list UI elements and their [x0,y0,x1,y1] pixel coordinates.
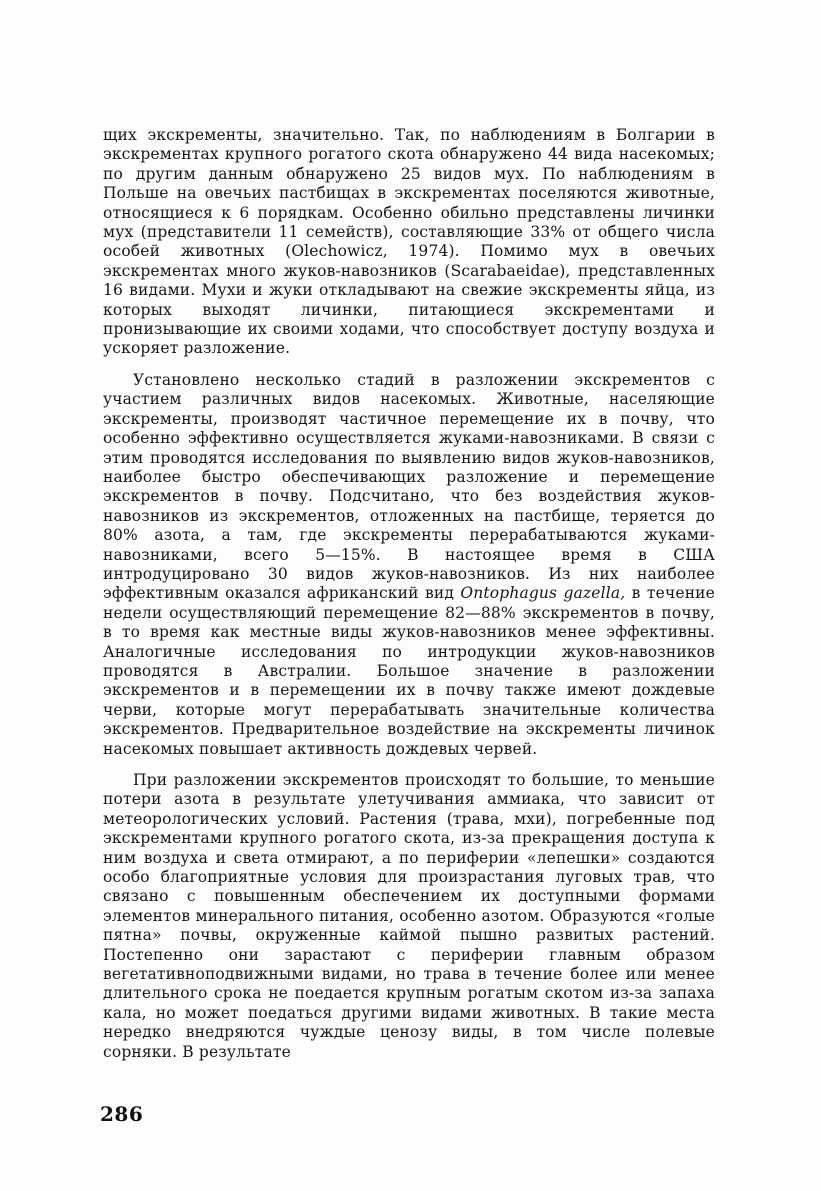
paragraph-1 [103,126,715,359]
paragraph-2-text-end: в течение недели осуществляющий перемещение 82—88% экскрементов в почву, в то время как местные виды жуков-навозников менее эффективны. Аналогичные исследования по интродукции жуков-навозников проводятся в Австралии. Большое значение в разложении экскрементов и в перемещении их в почву также имеют дождевые черви, которые могут перерабатывать значительные количества экскрементов. Предварительное воздействие на экскременты личинок насекомых повышает активность дождевых червей. [103,584,715,758]
body-text [103,126,715,1062]
paragraph-1-text: щих экскременты, значительно. Так, по наблюдениям в Болгарии в экскрементах крупного рогатого скота обнаружено 44 вида насекомых; по другим данным обнаружено 25 видов мух. По наблюдениям в Польше на овечьих пастбищах в экскрементах поселяются животные, относящиеся к 6 порядкам. Особенно обильно представлены личинки мух (представители 11 семейств), составляющие 33% от общего числа особей животных (Olechowicz, 1974). Помимо мух в овечьих экскрементах много жуков-навозников (Scarabaeidae), представленных 16 видами. Мухи и жуки откладывают на свежие экскременты яйца, из которых выходят личинки, питающиеся экскрементами и пронизывающие их своими ходами, что способствует доступу воздуха и ускоряет разложение. [103,126,715,358]
paragraph-3 [103,771,715,1062]
paragraph-2-text-start: Установлено несколько стадий в разложении экскрементов с участием различных видов насекомых. Животные, населяющие экскременты, производят частичное перемещение их в почву, что особенно эффективно осуществляется жуками-навозниками. В связи с этим проводятся исследования по выявлению видов жуков-навозников, наиболее быстро обеспечивающих разложение и перемещение экскрементов в почву. Подсчитано, что без воздействия жуков-навозников из экскрементов, отложенных на пастбище, теряется до 80% азота, а там, где экскременты перерабатываются жуками-навозниками, всего 5—15%. В настоящее время в США интродуцировано 30 видов жуков-навозников. Из них наиболее эффективным оказался африканский вид [103,370,715,603]
page-number: 286 [100,1102,144,1126]
paragraph-2 [103,371,715,759]
species-name-italic: Ontophagus gazella, [460,584,626,603]
paragraph-3-text: При разложении экскрементов происходят то большие, то меньшие потери азота в результате улетучивания аммиака, что зависит от метеорологических условий. Растения (трава, мхи), погребенные под экскрементами крупного рогатого скота, из-за прекращения доступа к ним воздуха и света отмирают, а по периферии «лепешки» создаются особо благоприятные условия для произрастания луговых трав, что связано с повышенным обеспечением их доступными формами элементов минерального питания, особенно азотом. Образуются «голые пятна» почвы, окруженные каймой пышно развитых растений. Постепенно они зарастают с периферии главным образом вегетативноподвижными видами, но трава в течение более или менее длительного срока не поедается крупным рогатым скотом из-за запаха кала, но может поедаться другими видами животных. В такие места нередко внедряются чуждые ценозу виды, в том числе полевые сорняки. В результате [103,771,715,1061]
